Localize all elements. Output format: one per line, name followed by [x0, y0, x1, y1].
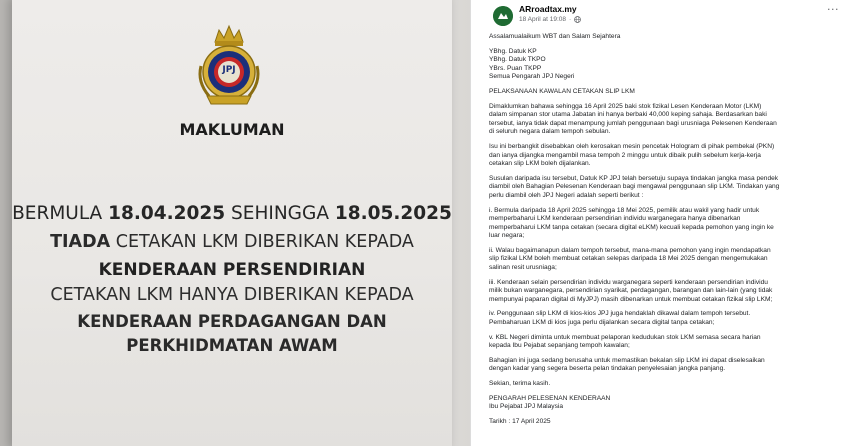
post-line: Dimaklumkan bahawa sehingga 16 April 2025 baki stok fizikal Lesen Kenderaan Motor (LKM): [489, 102, 762, 110]
post-paragraph: [489, 175, 839, 201]
post-line: memperbaharui LKM tanpa cetakan (secara digital eLKM) kecuali kepada pemohon yang ingin ke: [489, 223, 774, 231]
notice-commercial-vehicles: KENDERAAN PERDAGANGAN DAN: [77, 312, 387, 331]
post-text: [489, 33, 839, 432]
post-line: perlu diambil oleh JPJ Negeri adalah seperti berikut :: [489, 191, 644, 199]
post-line: di seluruh negara dalam tempoh sebulan.: [489, 128, 611, 136]
post-line: salinan resit urusniaga;: [489, 264, 557, 272]
post-line: dengan kadar yang segera beserta pelan tindakan penyelesaian jangka panjang.: [489, 365, 726, 373]
post-line: Semua Pengarah JPJ Negeri: [489, 73, 575, 81]
post-line: YBrs. Puan TKPP: [489, 64, 542, 72]
post-line: PENGARAH PELESENAN KENDERAAN: [489, 394, 611, 402]
post-line: iv. Penggunaan slip LKM di kios-kios JPJ juga hendaklah dikawal dalam tempoh tersebut.: [489, 310, 751, 318]
post-line: dalam simpanan stor utama Jabatan ini hanya berbaki 40,000 keping sahaja. Berdasarkan baki: [489, 111, 767, 119]
post-line: milik bukan warganegara, persendirian syarikat, perdagangan, barangan dan lain-lain (yang tidak: [489, 287, 773, 295]
post-line: Tarikh : 17 April 2025: [489, 417, 551, 425]
notice-printing-only: CETAKAN LKM HANYA DIBERIKAN KEPADA: [50, 285, 414, 305]
logo-lettering: JPJ: [222, 65, 236, 75]
post-line: dan ianya dijangka mengambil masa tempoh 2 minggu untuk dibaik pulih sebelum kerja-kerja: [489, 151, 761, 159]
post-paragraph: [489, 357, 839, 374]
notice-public-service: PERKHIDMATAN AWAM: [126, 336, 338, 355]
post-paragraph: [489, 380, 839, 389]
post-line: slip fizikal LKM boleh membuat cetakan selepas daripada 18 Mei 2025 dengan mengemukakan: [489, 255, 768, 263]
post-line: luar negara;: [489, 232, 525, 240]
post-line: Isu ini berbangkit disebabkan oleh kerosakan mesin pencetak Hologram di pihak pembekal (PKN): [489, 142, 775, 150]
post-paragraph: [489, 310, 839, 327]
post-line: Bahagian ini juga sedang berusaha untuk memastikan bekalan slip LKM ini dapat diselesaikan: [489, 356, 765, 364]
post-paragraph: [489, 279, 839, 305]
notice-title: MAKLUMAN: [179, 120, 285, 139]
post-line: iii. Kenderaan selain persendirian individu warganegara seperti kenderaan persendirian individu: [489, 278, 768, 286]
notice-no-printing: TIADA CETAKAN LKM DIBERIKAN KEPADA: [50, 232, 414, 252]
post-paragraph: [489, 334, 839, 351]
post-paragraph: [489, 103, 839, 137]
post-line: tersebut, ianya tidak dapat menampung jumlah penggunaan bagi urusniaga Pelesenen Kenderaan: [489, 119, 777, 127]
post-paragraph: [489, 247, 839, 273]
post-paragraph: [489, 143, 839, 169]
post-line: Ibu Pejabat JPJ Malaysia: [489, 403, 564, 411]
post-line: YBhg. Datuk TKPO: [489, 56, 546, 64]
post-timestamp[interactable]: 18 April at 19:08 ·: [519, 16, 581, 23]
post-line: Susulan daripada isu tersebut, Datuk KP JPJ telah bersetuju supaya tindakan jangka masa pendek: [489, 174, 779, 182]
post-paragraph: [489, 395, 839, 412]
notice-private-vehicles: KENDERAAN PERSENDIRIAN: [98, 260, 366, 280]
post-line: Pembaharuan LKM di kios juga perlu dijalankan secara digital tanpa cetakan;: [489, 319, 715, 327]
post-line: i. Bermula daripada 18 April 2025 sehingga 18 Mei 2025, pemilik atau wakil yang hadir untuk: [489, 206, 760, 214]
post-line: mempunyai paparan digital di MyJPJ) masih dibenarkan untuk membuat cetakan fizikal slip LKM;: [489, 295, 773, 303]
post-paragraph: [489, 48, 839, 82]
social-post: [470, 0, 850, 446]
post-paragraph: [489, 207, 839, 241]
post-line: PELAKSANAAN KAWALAN CETAKAN SLIP LKM: [489, 87, 635, 95]
post-line: Assalamualaikum WBT dan Salam Sejahtera: [489, 33, 621, 40]
post-line: diambil oleh Bahagian Pelesenan Kenderaan bagi mengawal penggunaan slip LKM. Tindakan yang: [489, 183, 780, 191]
post-line: v. KBL Negeri diminta untuk membuat pelaporan kedudukan stok LKM semasa secara harian: [489, 333, 761, 341]
post-line: YBhg. Datuk KP: [489, 47, 537, 55]
page-name-link[interactable]: ARroadtax.my: [519, 4, 577, 14]
timestamp-text[interactable]: 18 April at 19:08: [519, 16, 566, 23]
post-paragraph: [489, 88, 839, 97]
more-options-icon[interactable]: ···: [827, 3, 839, 16]
post-paragraph: [489, 418, 839, 427]
jpj-crest-logo: [193, 22, 265, 108]
post-line: Sekian, terima kasih.: [489, 380, 551, 387]
post-paragraph: [489, 33, 839, 42]
post-line: kepada Ibu Pejabat sepanjang tempoh kawalan;: [489, 342, 630, 350]
page-avatar[interactable]: [493, 6, 513, 26]
globe-icon: [574, 16, 581, 23]
post-line: ii. Walau bagaimanapun dalam tempoh tersebut, mana-mana pemohon yang ingin mendapatkan: [489, 246, 771, 254]
notice-date-range: BERMULA 18.04.2025 SEHINGGA 18.05.2025: [12, 203, 452, 224]
post-line: memperbaharui LKM kenderaan persendirian individu warganegara hanya dibenarkan: [489, 215, 741, 223]
post-line: cetakan slip LKM boleh dijalankan.: [489, 160, 591, 168]
